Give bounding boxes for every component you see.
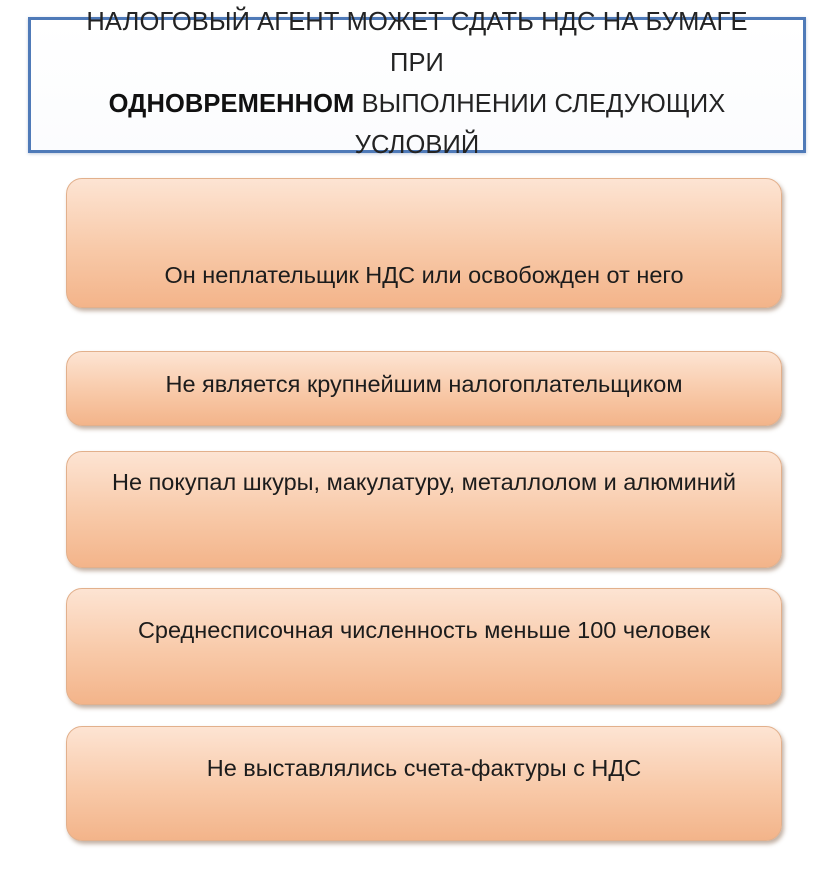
- condition-box-1: [66, 178, 782, 308]
- condition-box-3: [66, 451, 782, 568]
- condition-box-2: [66, 351, 782, 426]
- condition-text-3: Не покупал шкуры, макулатуру, металлолом и алюминий: [112, 469, 736, 495]
- header-title: [61, 2, 773, 166]
- header-line-1: НАЛОГОВЫЙ АГЕНТ МОЖЕТ СДАТЬ НДС НА БУМАГЕ ПРИ: [86, 8, 748, 77]
- condition-text-2: Не является крупнейшим налогоплательщиком: [165, 371, 683, 397]
- condition-text-4: Среднесписочная численность меньше 100 человек: [137, 617, 711, 643]
- header-box: [28, 8, 806, 159]
- condition-text-5: Не выставлялись счета-фактуры с НДС: [206, 755, 642, 781]
- header-line-3: УСЛОВИЙ: [354, 131, 480, 159]
- header-emphasis: ОДНОВРЕМЕННОМ: [108, 90, 355, 118]
- condition-box-5: [66, 726, 782, 841]
- condition-text-1: Он неплательщик НДС или освобожден от него: [164, 262, 684, 288]
- condition-box-4: [66, 588, 782, 705]
- header-line-2: ВЫПОЛНЕНИИ СЛЕДУЮЩИХ: [354, 90, 726, 118]
